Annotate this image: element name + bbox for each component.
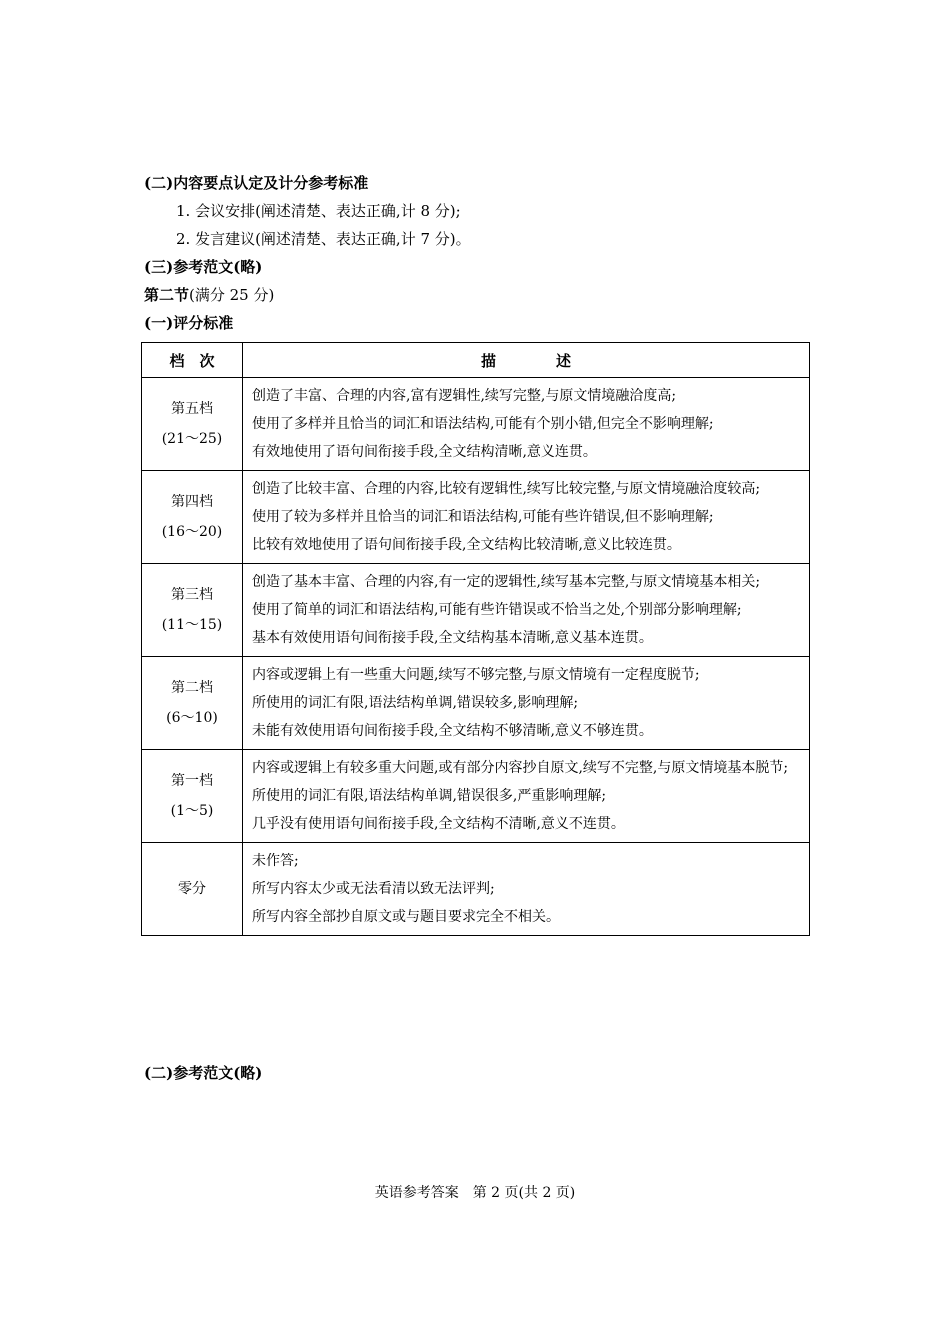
description-line: 创造了丰富、合理的内容,富有逻辑性,续写完整,与原文情境融洽度高; — [252, 388, 677, 404]
page-footer: 英语参考答案 第 2 页(共 2 页) — [374, 1185, 576, 1201]
description-line: 未能有效使用语句间衔接手段,全文结构不够清晰,意义不够连贯。 — [252, 723, 653, 739]
description-line: 基本有效使用语句间衔接手段,全文结构基本清晰,意义基本连贯。 — [252, 630, 653, 646]
description-line: 所写内容太少或无法看清以致无法评判; — [252, 881, 495, 897]
description-cell — [243, 750, 810, 843]
description-line: 有效地使用了语句间衔接手段,全文结构清晰,意义连贯。 — [252, 444, 597, 460]
description-line: 创造了比较丰富、合理的内容,比较有逻辑性,续写比较完整,与原文情境融洽度较高; — [252, 481, 761, 497]
part-two-label: 第二节 — [144, 286, 190, 304]
part-two-score: (满分 25 分) — [189, 286, 275, 304]
level-score-range: (11～15) — [161, 617, 223, 633]
table-header-row — [142, 343, 810, 378]
table-row — [142, 471, 810, 564]
level-score-range: (16～20) — [161, 524, 223, 540]
description-line: 未作答; — [252, 853, 299, 869]
level-score-range: (1～5) — [170, 803, 214, 819]
description-cell — [243, 657, 810, 750]
level-cell — [142, 471, 243, 564]
level-cell — [142, 657, 243, 750]
sample-essay-heading: (二)参考范文(略) — [144, 1064, 263, 1082]
level-score-range: (6～10) — [166, 710, 218, 726]
rubric-body — [142, 378, 810, 936]
table-row — [142, 564, 810, 657]
description-line: 使用了较为多样并且恰当的词汇和语法结构,可能有些许错误,但不影响理解; — [252, 509, 714, 525]
level-cell — [142, 750, 243, 843]
table-row — [142, 750, 810, 843]
level-name: 第五档 — [171, 401, 213, 417]
description-line: 所写内容全部抄自原文或与题目要求完全不相关。 — [252, 909, 560, 925]
description-line: 比较有效地使用了语句间衔接手段,全文结构比较清晰,意义比较连贯。 — [252, 537, 681, 553]
description-line: 几乎没有使用语句间衔接手段,全文结构不清晰,意义不连贯。 — [252, 816, 625, 832]
level-cell — [142, 843, 243, 936]
description-line: 所使用的词汇有限,语法结构单调,错误较多,影响理解; — [252, 695, 579, 711]
table-row — [142, 378, 810, 471]
level-name: 第四档 — [171, 494, 213, 510]
header-description: 描 述 — [243, 343, 810, 378]
description-line: 内容或逻辑上有较多重大问题,或有部分内容抄自原文,续写不完整,与原文情境基本脱节; — [252, 760, 789, 776]
description-cell — [243, 843, 810, 936]
description-cell — [243, 471, 810, 564]
level-name: 第三档 — [171, 587, 213, 603]
description-line: 内容或逻辑上有一些重大问题,续写不够完整,与原文情境有一定程度脱节; — [252, 667, 700, 683]
header-level: 档 次 — [142, 343, 243, 378]
level-score-range: (21～25) — [161, 431, 223, 447]
table-row — [142, 843, 810, 936]
description-line: 创造了基本丰富、合理的内容,有一定的逻辑性,续写基本完整,与原文情境基本相关; — [252, 574, 761, 590]
description-line: 使用了简单的词汇和语法结构,可能有些许错误或不恰当之处,个别部分影响理解; — [252, 602, 742, 618]
table-row — [142, 657, 810, 750]
content-point-1: 1. 会议安排(阐述清楚、表达正确,计 8 分); — [176, 202, 461, 220]
description-line: 所使用的词汇有限,语法结构单调,错误很多,严重影响理解; — [252, 788, 607, 804]
level-name: 零分 — [178, 881, 206, 897]
content-point-2: 2. 发言建议(阐述清楚、表达正确,计 7 分)。 — [176, 230, 471, 248]
level-cell — [142, 378, 243, 471]
description-cell — [243, 564, 810, 657]
description-cell — [243, 378, 810, 471]
level-name: 第二档 — [171, 680, 213, 696]
description-line: 使用了多样并且恰当的词汇和语法结构,可能有个别小错,但完全不影响理解; — [252, 416, 714, 432]
level-cell — [142, 564, 243, 657]
rubric-heading: (一)评分标准 — [144, 314, 234, 332]
scoring-rubric-table — [141, 342, 810, 936]
part-two-title — [144, 285, 274, 305]
section-heading-content-points: (二)内容要点认定及计分参考标准 — [144, 174, 369, 192]
section-heading-sample: (三)参考范文(略) — [144, 258, 263, 276]
level-name: 第一档 — [171, 773, 213, 789]
